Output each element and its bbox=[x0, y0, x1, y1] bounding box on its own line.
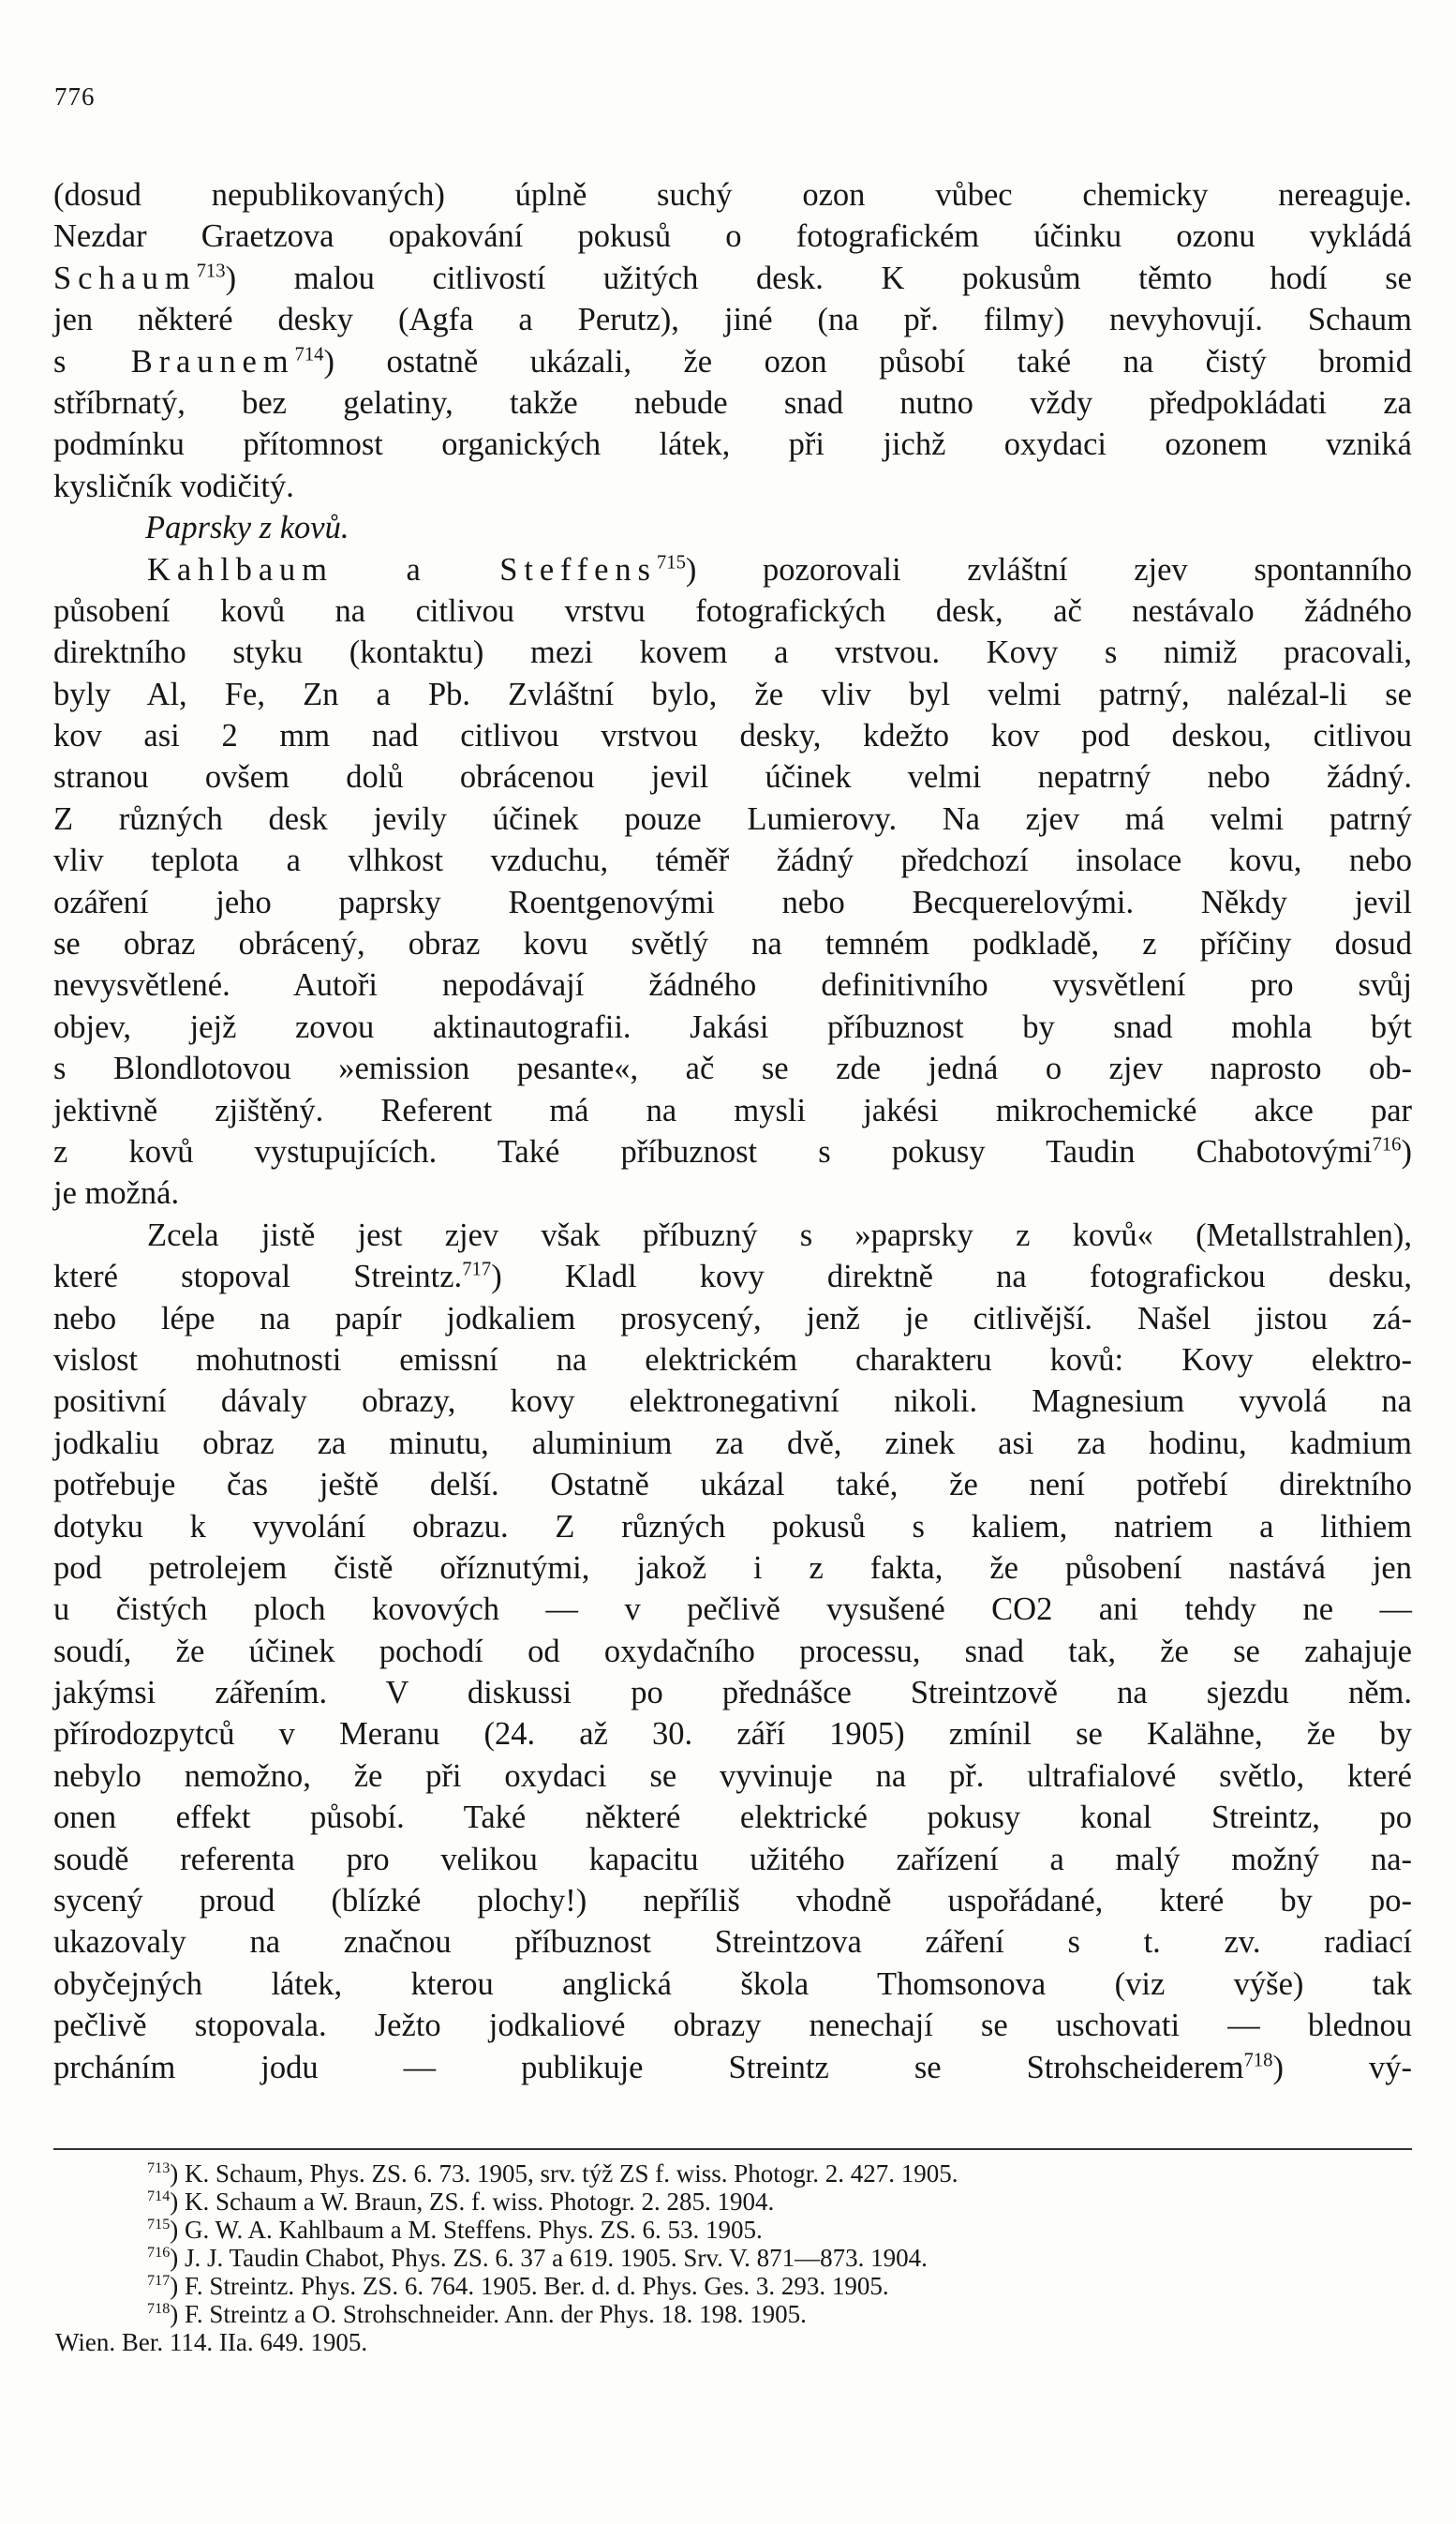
footnote-text: ) F. Streintz a O. Strohschneider. Ann. der Phys. 18. 198. 1905. bbox=[170, 2300, 807, 2328]
text-line: pod petrolejem čistě oříznutými, jakož i z fakta, že působení nastává jen bbox=[53, 1549, 1412, 1586]
footnote-ref: 713 bbox=[196, 261, 226, 282]
text-line: onen effekt působí. Také některé elektrické pokusy konal Streintz, po bbox=[53, 1800, 1412, 1836]
text-line bbox=[53, 1131, 1412, 1172]
text-line: u čistých ploch kovových — v pečlivě vysušené CO2 ani tehdy ne — bbox=[53, 1591, 1412, 1628]
section-heading bbox=[53, 507, 1412, 548]
text-line: jodkaliu obraz za minutu, aluminium za dvě, zinek asi za hodinu, kadmium bbox=[53, 1425, 1412, 1461]
text-line: objev, jejž zovou aktinautografii. Jakási příbuznost by snad mohla být bbox=[53, 1008, 1412, 1045]
footnote-divider bbox=[53, 2148, 1412, 2150]
footnote-continuation: Wien. Ber. 114. IIa. 649. 1905. bbox=[55, 2328, 368, 2356]
text-line bbox=[53, 258, 1412, 299]
footnote-number: 718 bbox=[147, 2300, 171, 2317]
text-line: obyčejných látek, kterou anglická škola Thomsonova (viz výše) tak bbox=[53, 1965, 1412, 2002]
text-line bbox=[53, 1256, 1412, 1297]
text-line: jakýmsi zářením. V diskussi po přednášce Streintzově na sjezdu něm. bbox=[53, 1675, 1412, 1711]
section-heading-text: Paprsky z kovů. bbox=[145, 510, 349, 546]
text-line: pečlivě stopovala. Ježto jodkaliové obrazy nenechají se uschovati — blednou bbox=[53, 2008, 1412, 2044]
text-line: stříbrnatý, bez gelatiny, takže nebude snad nutno vždy předpokládati za bbox=[53, 384, 1412, 421]
author-name: Kahlbaum a Steffens bbox=[147, 551, 657, 588]
footnote-number: 714 bbox=[147, 2188, 171, 2204]
footnote-ref: 718 bbox=[1243, 2050, 1273, 2071]
footnote-ref: 716 bbox=[1372, 1134, 1402, 1156]
footnote bbox=[53, 2244, 1412, 2272]
text-line: je možná. bbox=[53, 1175, 180, 1212]
author-name: Schaum bbox=[53, 260, 197, 296]
text-line: jen některé desky (Agfa a Perutz), jiné (na př. filmy) nevyhovují. Schaum bbox=[53, 302, 1412, 338]
text-line: byly Al, Fe, Zn a Pb. Zvláštní bylo, že vliv byl velmi patrný, nalézal-li se bbox=[53, 676, 1412, 712]
footnote-text: ) K. Schaum a W. Braun, ZS. f. wiss. Photogr. 2. 285. 1904. bbox=[170, 2188, 775, 2216]
text-span: ) vý- bbox=[1272, 2049, 1412, 2085]
text-line: nevysvětlené. Autoři nepodávají žádného definitivního vysvětlení pro svůj bbox=[53, 967, 1412, 1004]
text-line bbox=[53, 2047, 1412, 2088]
text-line: direktního styku (kontaktu) mezi kovem a vrstvou. Kovy s nimiž pracovali, bbox=[53, 635, 1412, 671]
text-line: přírodozpytců v Meranu (24. až 30. září 1905) zmínil se Kalähne, že by bbox=[53, 1716, 1412, 1753]
text-line: soudí, že účinek pochodí od oxydačního processu, snad tak, že se zahajuje bbox=[53, 1633, 1412, 1669]
footnotes bbox=[53, 2159, 1412, 2356]
footnote bbox=[53, 2188, 1412, 2216]
text-line bbox=[53, 341, 1412, 382]
text-line: podmínku přítomnost organických látek, při jichž oxydaci ozonem vzniká bbox=[53, 426, 1412, 463]
text-line: vliv teplota a vlhkost vzduchu, téměř žádný předchozí insolace kovu, nebo bbox=[53, 843, 1412, 879]
text-line: jektivně zjištěný. Referent má na mysli jakési mikrochemické akce par bbox=[53, 1092, 1412, 1128]
text-line: s Blondlotovou »emission pesante«, ač se zde jedná o zjev naprosto ob- bbox=[53, 1051, 1412, 1087]
text-line: Z různých desk jevily účinek pouze Lumierovy. Na zjev má velmi patrný bbox=[53, 800, 1412, 837]
text-line: Nezdar Graetzova opakování pokusů o fotografickém účinku ozonu vykládá bbox=[53, 218, 1412, 255]
text-line: nebo lépe na papír jodkaliem prosycený, jenž je citlivější. Našel jistou zá- bbox=[53, 1300, 1412, 1337]
text-span: ) Kladl kovy direktně na fotografickou desku, bbox=[491, 1259, 1412, 1295]
text-line: potřebuje čas ještě delší. Ostatně ukázal také, že není potřebí direktního bbox=[53, 1467, 1412, 1503]
text-span: které stopoval Streintz. bbox=[53, 1259, 463, 1295]
footnote-number: 716 bbox=[147, 2244, 171, 2261]
text-line: nebylo nemožno, že při oxydaci se vyvinuje na př. ultrafialové světlo, které bbox=[53, 1757, 1412, 1794]
text-span: ) bbox=[1401, 1133, 1412, 1170]
text-line bbox=[53, 549, 1412, 590]
footnote-ref: 715 bbox=[656, 552, 686, 574]
text-span: ) pozorovali zvláštní zjev spontanního bbox=[685, 551, 1412, 588]
text-line: sycený proud (blízké plochy!) nepříliš vhodně uspořádané, které by po- bbox=[53, 1883, 1412, 1919]
footnote-number: 715 bbox=[147, 2216, 171, 2233]
footnote-text: ) K. Schaum, Phys. ZS. 6. 73. 1905, srv. týž ZS f. wiss. Photogr. 2. 427. 1905. bbox=[170, 2159, 958, 2188]
text-span: prcháním jodu — publikuje Streintz se Strohscheiderem bbox=[53, 2049, 1244, 2085]
text-line: soudě referenta pro velikou kapacitu užitého zařízení a malý možný na- bbox=[53, 1841, 1412, 1877]
text-line: vislost mohutnosti emissní na elektrickém charakteru kovů: Kovy elektro- bbox=[53, 1341, 1412, 1378]
text-span: ) malou citlivostí užitých desk. K pokusům těmto hodí se bbox=[225, 260, 1412, 296]
text-line: positivní dávaly obrazy, kovy elektronegativní nikoli. Magnesium vyvolá na bbox=[53, 1383, 1412, 1420]
text-line: Zcela jistě jest zjev však příbuzný s »paprsky z kovů« (Metallstrahlen), bbox=[147, 1217, 1412, 1253]
text-line: (dosud nepublikovaných) úplně suchý ozon vůbec chemicky nereaguje. bbox=[53, 177, 1412, 213]
author-name: s Braunem bbox=[53, 343, 295, 380]
text-line: ozáření jeho paprsky Roentgenovými nebo Becquerelovými. Někdy jevil bbox=[53, 884, 1412, 920]
text-line: se obraz obrácený, obraz kovu světlý na temném podkladě, z příčiny dosud bbox=[53, 926, 1412, 963]
text-line: kysličník vodičitý. bbox=[53, 468, 294, 504]
footnote-number: 717 bbox=[147, 2272, 171, 2289]
text-line: kov asi 2 mm nad citlivou vrstvou desky, kdežto kov pod deskou, citlivou bbox=[53, 718, 1412, 754]
text-line: působení kovů na citlivou vrstvu fotografických desk, ač nestávalo žádného bbox=[53, 592, 1412, 629]
footnote bbox=[53, 2300, 1412, 2328]
text-line: stranou ovšem dolů obrácenou jevil účinek velmi nepatrný nebo žádný. bbox=[53, 759, 1412, 796]
text-line: ukazovaly na značnou příbuznost Streintzova záření s t. zv. radiací bbox=[53, 1924, 1412, 1961]
footnote bbox=[53, 2216, 1412, 2244]
text-line: dotyku k vyvolání obrazu. Z různých pokusů s kaliem, natriem a lithiem bbox=[53, 1508, 1412, 1545]
footnote-text: ) G. W. A. Kahlbaum a M. Steffens. Phys. ZS. 6. 53. 1905. bbox=[170, 2216, 763, 2244]
page-number: 776 bbox=[54, 82, 96, 111]
footnote-ref: 717 bbox=[462, 1259, 492, 1280]
footnote-number: 713 bbox=[147, 2159, 171, 2176]
footnote-ref: 714 bbox=[294, 344, 324, 366]
footnote-text: ) J. J. Taudin Chabot, Phys. ZS. 6. 37 a 619. 1905. Srv. V. 871—873. 1904. bbox=[170, 2244, 928, 2272]
footnote bbox=[53, 2159, 1412, 2188]
footnote bbox=[53, 2272, 1412, 2300]
footnote-text: ) F. Streintz. Phys. ZS. 6. 764. 1905. Ber. d. d. Phys. Ges. 3. 293. 1905. bbox=[170, 2272, 889, 2300]
body-text bbox=[53, 174, 1412, 2088]
text-span: z kovů vystupujících. Také příbuznost s pokusy Taudin Chabotovými bbox=[53, 1133, 1373, 1170]
text-span: ) ostatně ukázali, že ozon působí také na čistý bromid bbox=[323, 343, 1412, 380]
